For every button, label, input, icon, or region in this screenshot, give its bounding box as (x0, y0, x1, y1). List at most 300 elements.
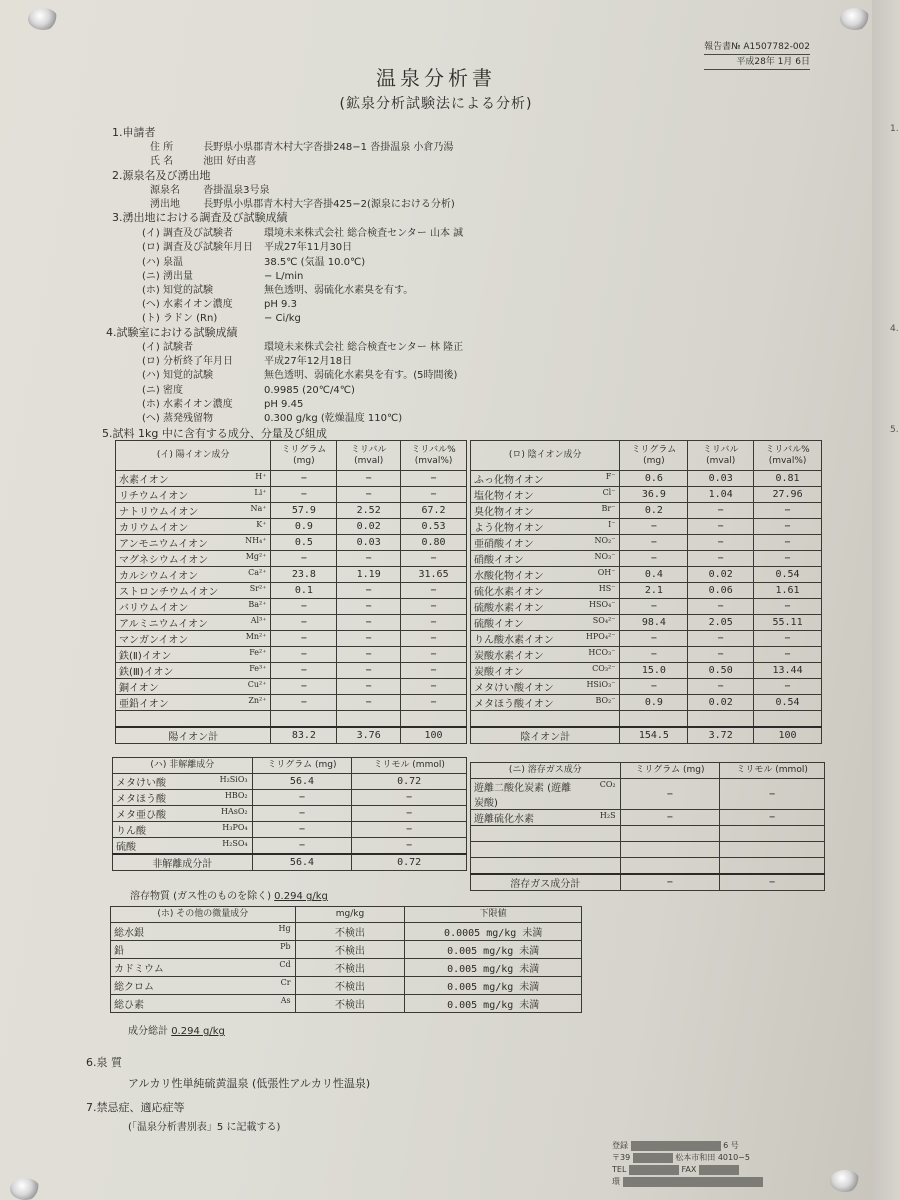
row-label: 源泉名 (150, 185, 180, 196)
field-row (142, 267, 303, 282)
chemical-formula: HSO₄⁻ (589, 600, 616, 609)
pushpin-icon (840, 8, 870, 30)
component-name: 総水銀 (114, 928, 144, 939)
table-header-row (113, 758, 467, 774)
mg-cell: − (620, 535, 688, 551)
table-row (113, 822, 467, 838)
component-name: 亜硝酸イオン (474, 539, 534, 550)
component-name: 硫酸 (116, 842, 136, 853)
component-cell (113, 838, 253, 855)
component-name: 水素イオン (119, 475, 169, 486)
mval-percent-cell: 1.61 (754, 583, 822, 599)
component-cell (116, 679, 271, 695)
table-row (116, 647, 467, 663)
table-row (113, 790, 467, 806)
chemical-formula: Pb (280, 942, 291, 951)
mg-cell: 0.2 (620, 503, 688, 519)
table-row (116, 663, 467, 679)
table-row (471, 583, 822, 599)
component-name: メタほう酸 (116, 794, 166, 805)
column-header: ミリバル% (mval%) (401, 441, 467, 471)
component-name: 鉄(Ⅲ)イオン (119, 667, 174, 678)
chemical-formula: H₂SiO₃ (219, 775, 248, 784)
row-value: 平成27年12月18日 (264, 356, 353, 367)
table-row (113, 806, 467, 822)
report-number: 報告書№ A1507782-002 (704, 40, 810, 55)
component-name: りん酸 (116, 826, 146, 837)
mval-percent-cell: 55.11 (754, 615, 822, 631)
mg-cell: − (271, 471, 337, 487)
stamp-text: 環 (612, 1177, 620, 1186)
limit-cell: 0.005 mg/kg 未満 (405, 977, 582, 995)
component-cell (471, 695, 620, 711)
chemical-formula: Li⁺ (254, 488, 267, 497)
mval-cell: − (337, 631, 401, 647)
chemical-formula: Mn²⁺ (245, 632, 267, 641)
table-row (116, 487, 467, 503)
table-row (116, 695, 467, 711)
table-row (471, 647, 822, 663)
stamp-text: 登録 (612, 1141, 628, 1150)
table-row (116, 503, 467, 519)
section-7-heading: 7.禁忌症、適応症等 (86, 1101, 185, 1114)
row-label: (ヘ) 蒸発残留物 (142, 413, 213, 424)
mg-cell: 23.8 (271, 567, 337, 583)
chemical-formula: H₂SO₄ (222, 839, 248, 848)
mval-cell: − (688, 679, 754, 695)
value-cell: 不検出 (295, 977, 405, 995)
mg-cell: − (271, 631, 337, 647)
chemical-formula: H₂S (599, 811, 616, 820)
row-label: (イ) 試験者 (142, 342, 193, 353)
mval-percent-cell: − (754, 519, 822, 535)
total-label: 非解離成分計 (113, 854, 253, 871)
component-cell (471, 551, 620, 567)
document-subtitle: (鉱泉分析試験法による分析) (339, 96, 533, 112)
component-name: 亜鉛イオン (119, 699, 169, 710)
chemical-formula: Br⁻ (601, 504, 616, 513)
blank-cell (401, 711, 467, 728)
mg-cell: − (252, 838, 352, 855)
total-row (471, 727, 822, 744)
limit-cell: 0.005 mg/kg 未満 (405, 941, 582, 959)
component-cell (113, 822, 253, 838)
mmol-cell: − (720, 810, 825, 826)
document-title: 温泉分析書 (376, 66, 496, 90)
total-mmol: − (720, 874, 825, 891)
table-row (471, 487, 822, 503)
mmol-cell: − (720, 779, 825, 810)
component-name: 硝酸イオン (474, 555, 524, 566)
blank-cell (471, 842, 621, 858)
component-cell (111, 995, 296, 1013)
column-header: (イ) 陽イオン成分 (116, 441, 271, 471)
registration-stamp (612, 1140, 792, 1200)
table-header-row (471, 763, 825, 779)
mval-cell: 2.05 (688, 615, 754, 631)
component-name: ナトリウムイオン (119, 507, 199, 518)
field-row (142, 309, 301, 324)
mval-cell: − (337, 471, 401, 487)
mval-cell: 0.50 (688, 663, 754, 679)
mval-percent-cell: − (754, 535, 822, 551)
chemical-formula: HS⁻ (598, 584, 616, 593)
row-value: 長野県小県郡青木村大字沓掛248−1 沓掛温泉 小倉乃湯 (203, 142, 454, 153)
table-row (116, 599, 467, 615)
mval-cell: − (337, 663, 401, 679)
blank-cell (471, 826, 621, 842)
mg-cell: 15.0 (620, 663, 688, 679)
component-name: カルシウムイオン (119, 571, 199, 582)
mg-cell: 0.1 (271, 583, 337, 599)
mval-cell: 1.19 (337, 567, 401, 583)
row-label: (ニ) 湧出量 (142, 271, 193, 282)
component-cell (471, 663, 620, 679)
component-name: ふっ化物イオン (474, 475, 544, 486)
field-row (142, 381, 355, 396)
mval-cell: − (337, 679, 401, 695)
column-header: (ホ) その他の微量成分 (111, 907, 296, 923)
component-name: 銅イオン (119, 683, 159, 694)
chemical-formula: Mg²⁺ (245, 552, 267, 561)
component-name: メタけい酸イオン (474, 683, 554, 694)
total-mmol: 0.72 (352, 854, 467, 871)
component-cell (116, 551, 271, 567)
row-value: − L/min (264, 271, 304, 282)
pushpin-icon (28, 8, 58, 30)
total-mg: − (620, 874, 720, 891)
limit-cell: 0.005 mg/kg 未満 (405, 959, 582, 977)
chemical-formula: NO₃⁻ (594, 552, 616, 561)
dissolved-matter-value: 0.294 g/kg (274, 891, 328, 902)
total-components-label: 成分総計 (128, 1026, 168, 1037)
total-components-line (128, 1022, 225, 1037)
mval-percent-cell: 13.44 (754, 663, 822, 679)
mval-percent-cell: − (401, 631, 467, 647)
blank-row (471, 858, 825, 875)
component-name: バリウムイオン (119, 603, 189, 614)
mval-cell: 0.03 (688, 471, 754, 487)
chemical-formula: HAsO₂ (221, 807, 248, 816)
section-5-heading: 5.試料 1kg 中に含有する成分、分量及び組成 (102, 427, 327, 440)
component-cell (113, 774, 253, 790)
adjacent-sheet-edge: 1. 4. 5. (872, 0, 900, 1200)
chemical-formula: OH⁻ (597, 568, 616, 577)
component-cell (116, 663, 271, 679)
mmol-cell: 0.72 (352, 774, 467, 790)
component-cell (116, 519, 271, 535)
table-row (116, 583, 467, 599)
table-row (471, 615, 822, 631)
row-value: pH 9.45 (264, 399, 304, 410)
mg-cell: − (271, 647, 337, 663)
component-name: 遊離硫化水素 (474, 814, 534, 825)
chemical-formula: Fe³⁺ (249, 664, 267, 673)
field-row (142, 338, 463, 353)
chemical-formula: CO₃²⁻ (592, 664, 616, 673)
mval-percent-cell: − (401, 487, 467, 503)
table-row (471, 695, 822, 711)
component-name: 鉄(Ⅱ)イオン (119, 651, 172, 662)
table-header-row (116, 441, 467, 471)
chemical-formula: NO₂⁻ (594, 536, 616, 545)
stamp-text: 6 号 (723, 1141, 739, 1150)
chemical-formula: HPO₄²⁻ (585, 632, 616, 641)
mval-percent-cell: 0.81 (754, 471, 822, 487)
mval-cell: − (688, 519, 754, 535)
component-cell (111, 941, 296, 959)
component-name: カドミウム (114, 964, 164, 975)
mval-percent-cell: 67.2 (401, 503, 467, 519)
column-header: 下限値 (405, 907, 582, 923)
blank-cell (271, 711, 337, 728)
component-cell (471, 647, 620, 663)
table-row (116, 615, 467, 631)
component-name: マンガンイオン (119, 635, 189, 646)
component-name: カリウムイオン (119, 523, 189, 534)
row-value: 平成27年11月30日 (264, 242, 353, 253)
component-cell (116, 567, 271, 583)
chemical-formula: HBO₂ (224, 791, 248, 800)
field-row (142, 295, 297, 310)
chemical-formula: HCO₃⁻ (588, 648, 616, 657)
chemical-formula: Ca²⁺ (248, 568, 267, 577)
column-header: (ハ) 非解離成分 (113, 758, 253, 774)
stamp-text: TEL (612, 1165, 627, 1174)
mval-cell: − (337, 647, 401, 663)
component-name: メタほう酸イオン (474, 699, 554, 710)
pushpin-icon (10, 1178, 40, 1200)
mval-cell: − (688, 631, 754, 647)
dissolved-matter-line (130, 887, 328, 902)
mmol-cell: − (352, 806, 467, 822)
mmol-cell: − (352, 838, 467, 855)
component-cell (116, 503, 271, 519)
pushpin-icon (830, 1170, 860, 1192)
mval-percent-cell: − (754, 631, 822, 647)
component-cell (471, 503, 620, 519)
mval-percent-cell: − (754, 599, 822, 615)
table-row (111, 941, 582, 959)
section-6-heading: 6.泉 質 (86, 1056, 122, 1069)
report-date: 平成28年 1月 6日 (704, 55, 810, 70)
mg-cell: − (271, 679, 337, 695)
chemical-formula: SO₄²⁻ (592, 616, 616, 625)
table-row (471, 599, 822, 615)
row-value: 0.300 g/kg (乾燥温度 110℃) (264, 413, 403, 424)
field-row (142, 253, 365, 268)
component-cell (471, 679, 620, 695)
column-header: ミリモル (mmol) (720, 763, 825, 779)
row-value: 0.9985 (20℃/4℃) (264, 385, 355, 396)
component-cell (471, 615, 620, 631)
source-name-row (150, 181, 270, 196)
table-row (111, 995, 582, 1013)
row-label: (ハ) 知覚的試験 (142, 370, 213, 381)
component-cell (471, 779, 621, 810)
blank-cell (688, 711, 754, 728)
field-row (142, 281, 413, 296)
component-name: 臭化物イオン (474, 507, 534, 518)
mval-percent-cell: − (401, 551, 467, 567)
total-mg: 83.2 (271, 727, 337, 744)
blank-cell (620, 711, 688, 728)
table-row (116, 679, 467, 695)
total-row (113, 854, 467, 871)
mg-cell: 36.9 (620, 487, 688, 503)
table-header-row (471, 441, 822, 471)
chemical-formula: Na⁺ (250, 504, 267, 513)
component-cell (471, 810, 621, 826)
mg-cell: − (620, 647, 688, 663)
component-name: 総クロム (114, 982, 154, 993)
mval-percent-cell: − (401, 663, 467, 679)
row-value: 長野県小県郡青木村大字沓掛425−2(源泉における分析) (203, 199, 455, 210)
section-4-heading: 4.試験室における試験成績 (106, 326, 238, 339)
mval-cell: − (688, 599, 754, 615)
mval-percent-cell: − (401, 679, 467, 695)
mval-cell: − (337, 695, 401, 711)
chemical-formula: Cl⁻ (602, 488, 616, 497)
mg-cell: 0.9 (620, 695, 688, 711)
row-value: 38.5℃ (気温 10.0℃) (264, 257, 366, 268)
table-row (116, 567, 467, 583)
mval-cell: − (688, 503, 754, 519)
table-row (116, 471, 467, 487)
mval-cell: − (688, 551, 754, 567)
table-row (113, 838, 467, 855)
blank-cell (471, 711, 620, 728)
field-row (142, 395, 303, 410)
component-name: 総ひ素 (114, 1000, 144, 1011)
component-cell (471, 487, 620, 503)
mg-cell: − (252, 806, 352, 822)
component-cell (113, 790, 253, 806)
table-row (471, 519, 822, 535)
mval-percent-cell: 0.54 (754, 567, 822, 583)
blank-cell (620, 826, 720, 842)
row-label: (ヘ) 水素イオン濃度 (142, 299, 233, 310)
mg-cell: 0.4 (620, 567, 688, 583)
row-label: (ホ) 知覚的試験 (142, 285, 213, 296)
table-row (471, 663, 822, 679)
mg-cell: 2.1 (620, 583, 688, 599)
chemical-formula: Al³⁺ (250, 616, 267, 625)
mval-cell: 0.02 (688, 567, 754, 583)
mval-percent-cell: 0.53 (401, 519, 467, 535)
table-row (471, 551, 822, 567)
total-row (116, 727, 467, 744)
row-label: (ロ) 分析終了年月日 (142, 356, 233, 367)
component-cell (111, 923, 296, 941)
total-components-value: 0.294 g/kg (171, 1026, 225, 1037)
table-row (471, 567, 822, 583)
column-header: ミリバル (mval) (337, 441, 401, 471)
blank-cell (620, 842, 720, 858)
anion-table (470, 440, 822, 744)
mg-cell: − (252, 822, 352, 838)
mval-cell: − (688, 535, 754, 551)
mval-percent-cell: − (401, 647, 467, 663)
blank-cell (620, 858, 720, 875)
mval-percent-cell: − (401, 599, 467, 615)
component-cell (471, 471, 620, 487)
chemical-formula: Sr²⁺ (249, 584, 267, 593)
component-cell (116, 471, 271, 487)
mval-percent-cell: 0.54 (754, 695, 822, 711)
column-header: ミリグラム (mg) (271, 441, 337, 471)
mval-percent-cell: − (754, 503, 822, 519)
mval-cell: − (337, 599, 401, 615)
column-header: ミリグラム (mg) (620, 441, 688, 471)
nondissociated-table (112, 757, 467, 871)
blank-cell (720, 858, 825, 875)
component-name: アンモニウムイオン (119, 539, 208, 550)
mg-cell: − (271, 487, 337, 503)
component-name: 水酸化物イオン (474, 571, 544, 582)
field-row (142, 352, 352, 367)
chemical-formula: Cr (280, 978, 291, 987)
blank-row (116, 711, 467, 728)
column-header: (ニ) 溶存ガス成分 (471, 763, 621, 779)
column-header: (ロ) 陰イオン成分 (471, 441, 620, 471)
mg-cell: − (620, 779, 720, 810)
chemical-formula: Fe²⁺ (249, 648, 267, 657)
mg-cell: − (271, 615, 337, 631)
component-cell (116, 599, 271, 615)
table-row (471, 810, 825, 826)
blank-cell (337, 711, 401, 728)
table-row (116, 631, 467, 647)
mval-cell: − (688, 647, 754, 663)
mg-cell: − (620, 810, 720, 826)
chemical-formula: H⁺ (255, 472, 267, 481)
component-name: 遊離二酸化炭素 (遊離炭酸) (474, 783, 572, 809)
field-row (142, 409, 402, 424)
mg-cell: − (620, 599, 688, 615)
mg-cell: − (271, 599, 337, 615)
chemical-formula: NH₄⁺ (245, 536, 267, 545)
component-name: 硫酸水素イオン (474, 603, 544, 614)
chemical-formula: F⁻ (605, 472, 616, 481)
component-cell (471, 599, 620, 615)
component-cell (116, 583, 271, 599)
column-header: mg/kg (295, 907, 405, 923)
stamp-text: 〒39 (612, 1153, 631, 1162)
mg-cell: − (620, 631, 688, 647)
total-label: 陽イオン計 (116, 727, 271, 744)
component-cell (113, 806, 253, 822)
blank-row (471, 826, 825, 842)
component-cell (111, 959, 296, 977)
table-row (111, 977, 582, 995)
mg-cell: − (271, 551, 337, 567)
row-value: 無色透明、弱硫化水素臭を有す。(5時間後) (264, 370, 458, 381)
chemical-formula: K⁺ (256, 520, 267, 529)
total-label: 溶存ガス成分計 (471, 874, 621, 891)
limit-cell: 0.005 mg/kg 未満 (405, 995, 582, 1013)
component-cell (471, 583, 620, 599)
field-row (142, 366, 457, 381)
mval-cell: 1.04 (688, 487, 754, 503)
mmol-cell: − (352, 822, 467, 838)
row-value: − Ci/kg (264, 313, 301, 324)
row-label: 住 所 (150, 142, 174, 153)
stamp-text: FAX (681, 1165, 697, 1174)
component-cell (116, 615, 271, 631)
table-row (471, 503, 822, 519)
value-cell: 不検出 (295, 923, 405, 941)
